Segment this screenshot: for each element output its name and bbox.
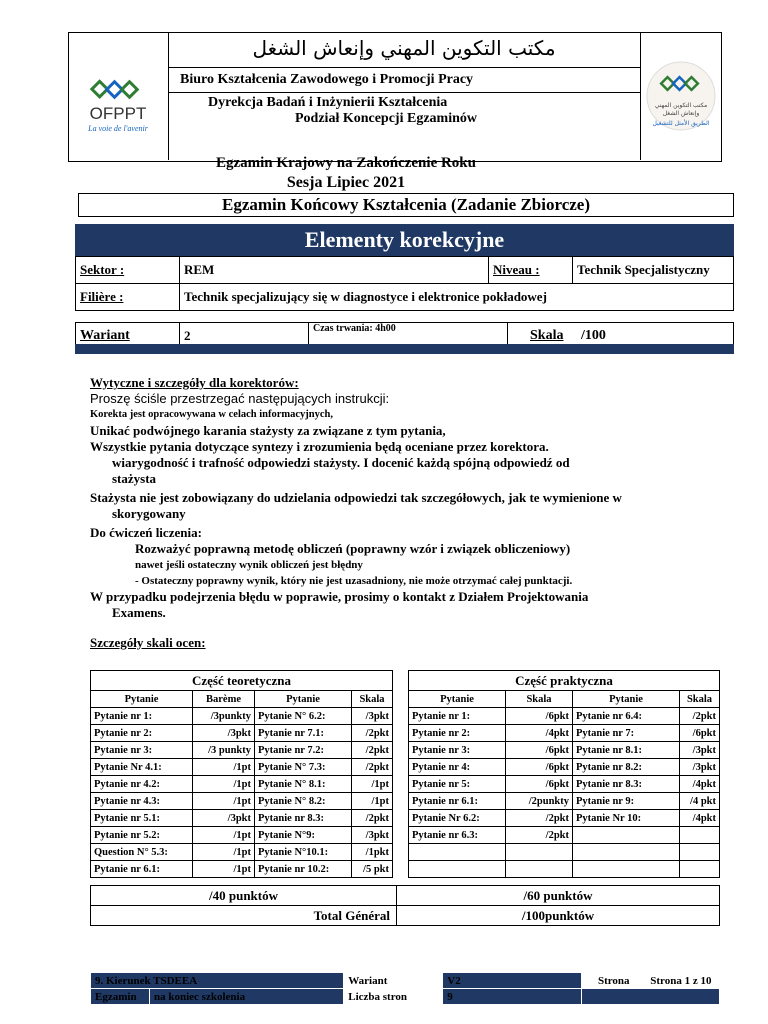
table-cell: /6pkt — [506, 776, 573, 793]
table-cell: Pytanie N° 8.1: — [255, 776, 352, 793]
footer-variant-value: V2 — [443, 973, 582, 989]
sector-value: REM — [180, 257, 489, 284]
table-cell: /3pkt — [352, 708, 393, 725]
sector-label: Sektor : — [76, 257, 180, 284]
table-cell: /1pkt — [352, 844, 393, 861]
table-cell: Pytanie nr 4.2: — [91, 776, 193, 793]
item-text: Wszystkie pytania dotyczące syntezy i zrozumienia będą oceniane przez korektora. — [90, 439, 549, 454]
table-cell: /2pkt — [352, 759, 393, 776]
table-cell: Pytanie Nr 4.1: — [91, 759, 193, 776]
table-cell — [680, 861, 720, 878]
table-cell: /4pkt — [680, 776, 720, 793]
practice-total: /60 punktów — [397, 886, 720, 906]
footer-course: 9. Kierunek TSDEEA — [91, 973, 344, 989]
table-cell: Pytanie nr 2: — [91, 725, 193, 742]
table-cell: Pytanie nr 8.1: — [573, 742, 680, 759]
table-row — [409, 861, 720, 878]
item-text: Unikać podwójnego karania stażysty za związane z tym pytania, — [90, 423, 446, 438]
table-cell: /6pkt — [680, 725, 720, 742]
table-cell — [573, 844, 680, 861]
filiere-label: Filière : — [76, 284, 180, 311]
table-cell: Pytanie nr 8.3: — [573, 776, 680, 793]
table-cell — [409, 861, 506, 878]
table-cell: /1pt — [193, 844, 255, 861]
session-title: Sesja Lipiec 2021 — [286, 174, 406, 191]
header-line3: Podział Koncepcji Egzaminów — [295, 111, 477, 126]
footer-pages-label: Liczba stron — [344, 989, 443, 1005]
table-row — [91, 810, 393, 827]
grand-total-value: /100punktów — [397, 906, 720, 926]
banner-title: Elementy korekcyjne — [75, 224, 734, 256]
seal-tagline: الطريق الأمثل للتشغيل — [652, 120, 710, 127]
list-item — [90, 439, 710, 455]
column-header: Pytanie — [255, 691, 352, 708]
table-row — [409, 776, 720, 793]
table-cell — [573, 861, 680, 878]
scale-label: Skala — [530, 328, 564, 343]
variant-label: Wariant — [76, 323, 180, 350]
header-line2: Dyrekcja Badań i Inżynierii Kształcenia — [208, 95, 448, 110]
table-cell: Pytanie nr 3: — [91, 742, 193, 759]
scale-value: /100 — [580, 328, 606, 343]
table-cell: /6pkt — [506, 759, 573, 776]
item-text: Rozważyć poprawną metodę obliczeń (poprawny wzór i związek obliczeniowy) — [135, 541, 571, 556]
table-cell: /1pt — [193, 793, 255, 810]
table-cell: Pytanie nr 3: — [409, 742, 506, 759]
item-text: Stażysta nie jest zobowiązany do udzielania odpowiedzi tak szczegółowych, jak te wymienione w — [90, 490, 622, 505]
table-cell: Pytanie nr 9: — [573, 793, 680, 810]
table-cell: /1pt — [193, 776, 255, 793]
table-cell: /1pt — [193, 861, 255, 878]
theory-title: Część teoretyczna — [91, 671, 393, 691]
list-item — [90, 525, 710, 541]
list-item — [90, 423, 710, 439]
divider — [168, 92, 640, 93]
item-text: Do ćwiczeń liczenia: — [90, 525, 202, 540]
footer-table — [90, 972, 720, 1005]
table-cell: /4 pkt — [680, 793, 720, 810]
divider — [168, 67, 640, 68]
column-header: Barème — [193, 691, 255, 708]
niveau-label: Niveau : — [489, 257, 573, 284]
table-cell: Pytanie nr 1: — [91, 708, 193, 725]
ofppt-seal-icon — [641, 32, 721, 160]
table-cell: /2pkt — [352, 725, 393, 742]
table-cell: /3pkt — [193, 810, 255, 827]
theory-total: /40 punktów — [91, 886, 397, 906]
table-cell: /2pkt — [506, 827, 573, 844]
table-cell: /5 pkt — [352, 861, 393, 878]
table-cell: Pytanie Nr 10: — [573, 810, 680, 827]
column-header: Pytanie — [91, 691, 193, 708]
table-cell: Pytanie nr 6.1: — [91, 861, 193, 878]
instructions — [90, 375, 710, 651]
list-item — [90, 589, 710, 605]
table-cell — [506, 861, 573, 878]
grand-total-label: Total Général — [91, 906, 397, 926]
table-cell — [680, 827, 720, 844]
practice-body — [409, 708, 720, 878]
table-row — [409, 708, 720, 725]
header-line1: Biuro Kształcenia Zawodowego i Promocji Pracy — [180, 72, 474, 87]
ofppt-tagline: La voie de l'avenir — [88, 124, 148, 133]
table-cell: /2punkty — [506, 793, 573, 810]
table-cell: /2pkt — [352, 810, 393, 827]
niveau-value: Technik Specjalistyczny — [573, 257, 734, 284]
item-text: - Ostateczny poprawny wynik, który nie jest uzasadniony, nie może otrzymać całej punktacji. — [135, 575, 573, 587]
column-header: Skala — [506, 691, 573, 708]
table-cell: /6pkt — [506, 742, 573, 759]
table-row — [409, 810, 720, 827]
table-cell: Pytanie nr 5: — [409, 776, 506, 793]
table-cell — [573, 827, 680, 844]
arabic-title: مكتب التكوين المهني وإنعاش الشغل — [252, 36, 556, 60]
table-cell: /3pkt — [193, 725, 255, 742]
exam-type-box: Egzamin Końcowy Kształcenia (Zadanie Zbiorcze) — [78, 193, 734, 217]
totals-table — [90, 885, 720, 926]
table-cell: /2pkt — [680, 708, 720, 725]
table-row — [91, 827, 393, 844]
table-row — [91, 725, 393, 742]
table-cell: /6pkt — [506, 708, 573, 725]
table-cell: /3pkt — [680, 759, 720, 776]
table-row — [409, 827, 720, 844]
table-cell: Pytanie nr 7.1: — [255, 725, 352, 742]
table-cell: /3 punkty — [193, 742, 255, 759]
item-text: Korekta jest opracowywana w celach informacyjnych, — [90, 409, 334, 420]
ofppt-logo-icon — [68, 32, 168, 160]
item-text: Examens. — [112, 605, 166, 620]
footer-page-value: Strona 1 z 10 — [646, 973, 720, 989]
table-cell: Pytanie N° 6.2: — [255, 708, 352, 725]
table-cell: Pytanie nr 7.2: — [255, 742, 352, 759]
info-table — [75, 256, 734, 311]
table-cell — [506, 844, 573, 861]
item-text: W przypadku podejrzenia błędu w poprawie, prosimy o kontakt z Działem Projektowania — [90, 589, 589, 604]
ofppt-logo-right — [640, 32, 721, 160]
table-row — [91, 776, 393, 793]
list-item — [90, 490, 710, 506]
filiere-value: Technik specjalizujący się w diagnostyce i elektronice pokładowej — [180, 284, 734, 311]
table-cell: Pytanie nr 8.2: — [573, 759, 680, 776]
scale-heading: Szczegóły skali ocen: — [90, 635, 206, 650]
theory-table — [90, 670, 393, 878]
table-cell: Pytanie nr 4.3: — [91, 793, 193, 810]
item-text: wiarygodność i trafność odpowiedzi stażysty. I docenić każdą spójną odpowiedź od — [112, 455, 570, 470]
table-cell: Pytanie nr 5.1: — [91, 810, 193, 827]
table-cell: Pytanie nr 2: — [409, 725, 506, 742]
ofppt-logo-text: OFPPT — [89, 104, 147, 123]
column-header: Skala — [680, 691, 720, 708]
practice-table — [408, 670, 720, 878]
column-header: Skala — [352, 691, 393, 708]
column-header: Pytanie — [573, 691, 680, 708]
table-cell: Pytanie nr 5.2: — [91, 827, 193, 844]
table-cell: /4pkt — [680, 810, 720, 827]
table-cell: Pytanie N° 7.3: — [255, 759, 352, 776]
exam-title: Egzamin Krajowy na Zakończenie Roku — [215, 155, 476, 171]
table-cell — [680, 844, 720, 861]
table-row — [409, 793, 720, 810]
table-cell — [409, 844, 506, 861]
footer-pages-value: 9 — [443, 989, 582, 1005]
footer-page-label: Strona — [582, 973, 646, 989]
table-cell: /2pkt — [352, 742, 393, 759]
table-cell: Pytanie nr 4: — [409, 759, 506, 776]
table-cell: /1pt — [193, 827, 255, 844]
table-cell: /3punkty — [193, 708, 255, 725]
column-header: Pytanie — [409, 691, 506, 708]
table-row — [91, 844, 393, 861]
footer-exam: Egzamin — [91, 989, 150, 1005]
table-cell: Pytanie Nr 6.2: — [409, 810, 506, 827]
table-row — [91, 861, 393, 878]
table-row — [409, 759, 720, 776]
table-cell: /1pt — [352, 776, 393, 793]
table-cell: /3pkt — [352, 827, 393, 844]
item-text: stażysta — [112, 471, 157, 486]
table-cell: Pytanie nr 1: — [409, 708, 506, 725]
table-cell: Question N° 5.3: — [91, 844, 193, 861]
table-cell: Pytanie N°10.1: — [255, 844, 352, 861]
duration: Czas trwania: 4h00 — [309, 323, 508, 350]
table-row — [409, 742, 720, 759]
practice-title: Część praktyczna — [409, 671, 720, 691]
table-row — [91, 793, 393, 810]
table-cell: Pytanie nr 8.3: — [255, 810, 352, 827]
table-cell: /3pkt — [680, 742, 720, 759]
table-row — [91, 708, 393, 725]
table-cell: Pytanie nr 6.1: — [409, 793, 506, 810]
footer-empty — [582, 989, 720, 1005]
variant-value: 2 — [180, 323, 309, 350]
table-cell: Pytanie nr 7: — [573, 725, 680, 742]
divider-stripe — [75, 344, 734, 354]
instructions-intro: Proszę ściśle przestrzegać następujących instrukcji: — [90, 391, 390, 406]
table-row — [409, 844, 720, 861]
item-text: nawet jeśli ostateczny wynik obliczeń jest błędny — [135, 559, 363, 571]
table-cell: /1pt — [193, 759, 255, 776]
ofppt-logo-left — [68, 32, 169, 160]
table-row — [409, 725, 720, 742]
list-item — [90, 407, 710, 423]
theory-body — [91, 708, 393, 878]
table-cell: Pytanie N° 8.2: — [255, 793, 352, 810]
footer-exam-end: na koniec szkolenia — [150, 989, 344, 1005]
table-cell: Pytanie N°9: — [255, 827, 352, 844]
instructions-heading: Wytyczne i szczegóły dla korektorów: — [90, 375, 299, 390]
item-text: skorygowany — [112, 506, 186, 521]
footer-variant-label: Wariant — [344, 973, 443, 989]
table-row — [91, 742, 393, 759]
table-cell: /4pkt — [506, 725, 573, 742]
table-cell: /2pkt — [506, 810, 573, 827]
table-row — [91, 759, 393, 776]
table-cell: /1pt — [352, 793, 393, 810]
table-cell: Pytanie nr 6.3: — [409, 827, 506, 844]
table-cell: Pytanie nr 10.2: — [255, 861, 352, 878]
table-cell: Pytanie nr 6.4: — [573, 708, 680, 725]
seal-arabic: مكتب التكوين المهني وإنعاش الشغل — [654, 102, 708, 117]
